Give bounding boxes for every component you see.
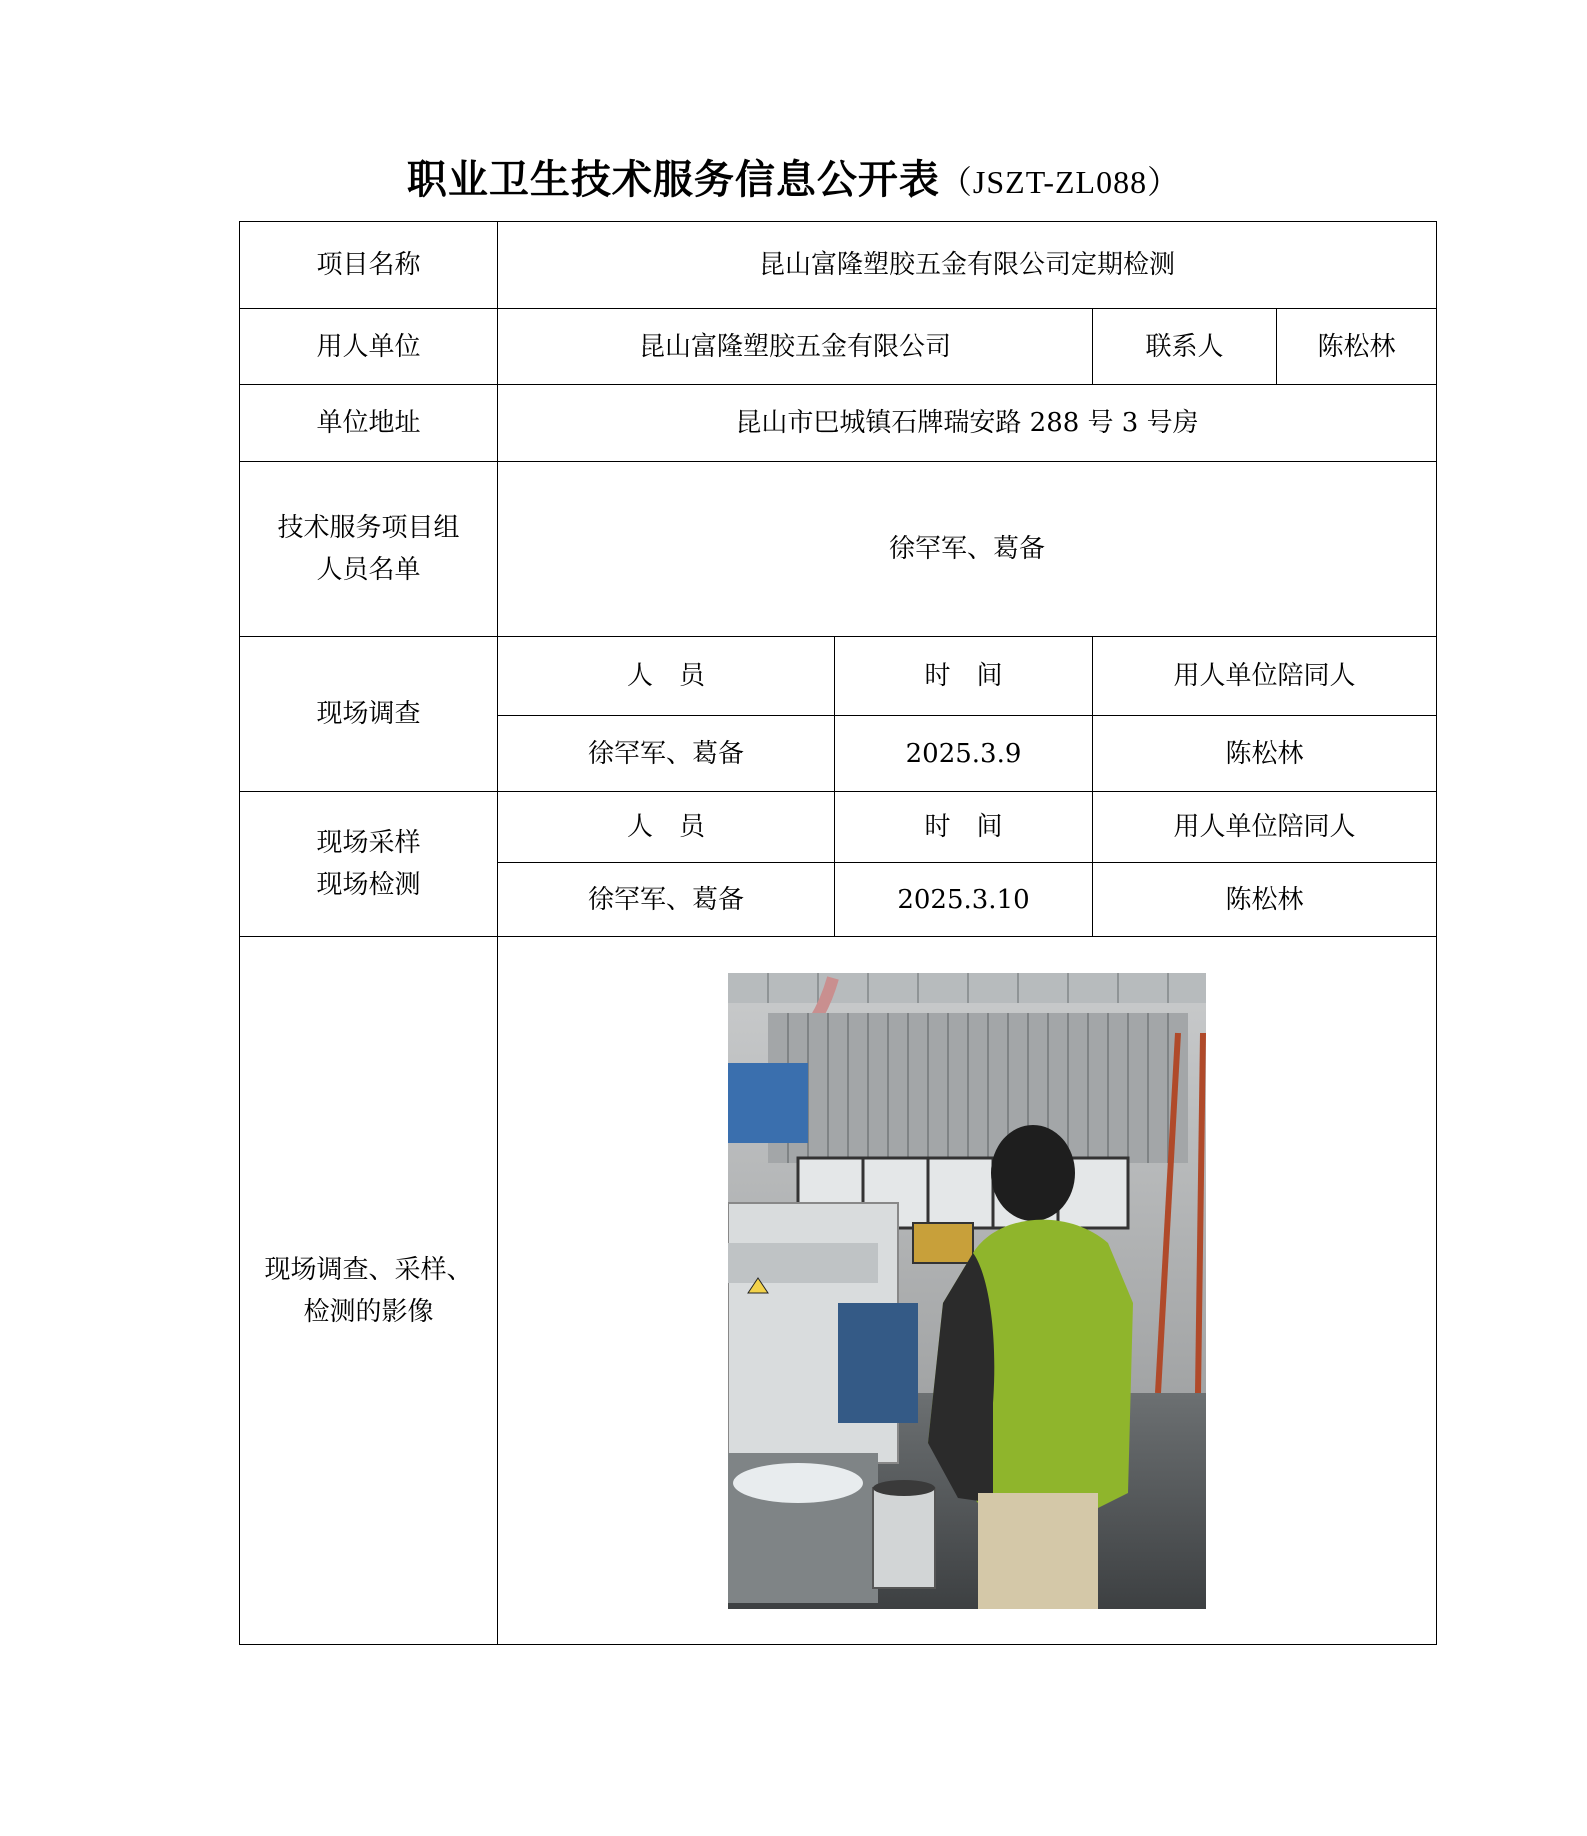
title-text: 职业卫生技术服务信息公开表 [406,156,940,203]
survey-header-escort: 用人单位陪同人 [1093,637,1437,716]
sampling-label [240,792,498,937]
project-label: 项目名称 [240,222,498,309]
team-label [240,462,498,637]
image-label-line2: 检测的影像 [303,1296,434,1327]
sampling-escort: 陈松林 [1093,863,1437,937]
survey-header-time: 时 间 [835,637,1093,716]
info-table [239,221,1437,1645]
row-sampling-header [240,792,1437,863]
sampling-header-people: 人 员 [498,792,835,863]
bucket-rim [873,1480,935,1496]
sampling-time: 2025.3.10 [835,863,1093,937]
image-label [240,937,498,1645]
sampling-header-escort: 用人单位陪同人 [1093,792,1437,863]
contact-value: 陈松林 [1277,309,1437,385]
team-label-line2: 人员名单 [316,555,421,585]
detection-instrument [913,1223,973,1263]
document-code: （JSZT-ZL088） [939,164,1181,200]
image-cell [498,937,1437,1645]
survey-header-people: 人 员 [498,637,835,716]
employer-label: 用人单位 [240,309,498,385]
row-address [240,385,1437,462]
sampling-header-time: 时 间 [835,792,1093,863]
address-label: 单位地址 [240,385,498,462]
blue-panel [838,1303,918,1423]
row-employer [240,309,1437,385]
survey-people: 徐罕军、葛备 [498,716,835,792]
sampling-label-line1: 现场采样 [316,828,421,858]
row-survey-header [240,637,1437,716]
survey-label: 现场调查 [240,637,498,792]
survey-escort: 陈松林 [1093,716,1437,792]
pellets [733,1463,863,1503]
employer-value: 昆山富隆塑胶五金有限公司 [498,309,1093,385]
survey-time: 2025.3.9 [835,716,1093,792]
person-trousers [978,1493,1098,1609]
bucket [873,1488,935,1588]
contact-label: 联系人 [1093,309,1277,385]
blue-machine [728,1063,808,1143]
page-title [0,148,1587,205]
sampling-people: 徐罕军、葛备 [498,863,835,937]
corrugated-wall [768,1013,1188,1163]
address-value: 昆山市巴城镇石牌瑞安路 288 号 3 号房 [498,385,1437,462]
person-head [991,1125,1075,1221]
row-team [240,462,1437,637]
image-label-line1: 现场调查、采样、 [264,1254,473,1285]
row-image [240,937,1437,1645]
crusher-hopper [728,1243,878,1283]
team-label-line1: 技术服务项目组 [277,513,460,543]
sampling-label-line2: 现场检测 [316,870,421,900]
row-project [240,222,1437,309]
team-value: 徐罕军、葛备 [498,462,1437,637]
site-photo [728,973,1206,1609]
project-value: 昆山富隆塑胶五金有限公司定期检测 [498,222,1437,309]
